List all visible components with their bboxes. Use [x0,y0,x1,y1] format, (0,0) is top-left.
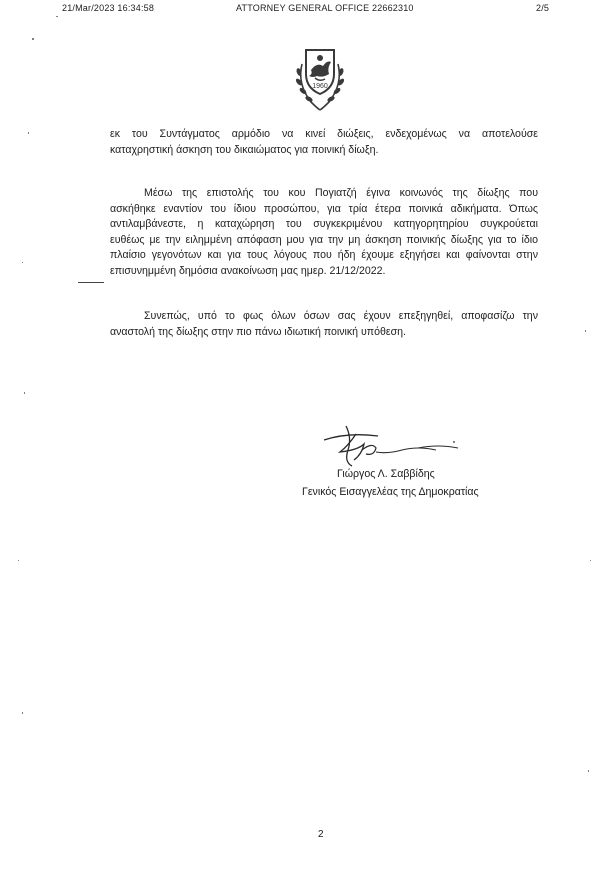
fax-timestamp: 21/Mar/2023 16:34:58 [62,3,155,13]
fax-office-id: ATTORNEY GENERAL OFFICE 22662310 [236,3,414,13]
coat-of-arms-icon [289,44,351,116]
paragraph-line: ευθέως με την ειλημμένη απόφαση μου για την μη άσκηση ποινικής δίωξης για το ίδιο [110,233,538,246]
signatory-name: Γιώργος Λ. Σαββίδης [337,468,435,480]
handwritten-signature-icon [318,420,468,472]
svg-text:1960: 1960 [312,83,328,90]
scan-speck [22,712,23,714]
paragraph-line: εκ του Συντάγματος αρμόδιο να κινεί διώξεις, ενδεχομένως να αποτελούσε [110,128,538,140]
scan-speck [32,38,34,40]
paragraph-line: αναστολή της δίωξης στην πιο πάνω ιδιωτική ποινική υπόθεση. [110,325,406,338]
paragraph-line: αντιλαμβάνεστε, η καταχώρηση του συγκεκριμένου κατηγορητηρίου συγκρούεται [110,218,538,230]
paragraph-line: Μέσω της επιστολής του κου Πογιατζή έγινα κοινωνός της δίωξης που [144,187,538,199]
paragraph-1 [110,127,538,158]
paragraph-line: Συνεπώς, υπό το φως όλων όσων σας έχουν επεξηγηθεί, αποφασίζω την [144,310,538,322]
margin-mark [78,282,104,283]
signatory-title: Γενικός Εισαγγελέας της Δημοκρατίας [302,486,479,498]
paragraph-2 [110,186,538,279]
scan-speck [588,770,589,772]
scan-speck [18,560,19,561]
scan-speck [22,262,23,263]
fax-page-count: 2/5 [536,3,550,13]
scan-speck [56,16,58,17]
paragraph-line: ασκήθηκε εναντίον του ίδιου προσώπου, για τρία έτερα ποινικά αδικήματα. Όπως [110,202,538,215]
paragraph-3 [110,309,538,340]
page-number: 2 [318,829,324,840]
paragraph-line: καταχρηστική άσκηση του δικαιώματος για ποινική δίωξη. [110,143,379,156]
fax-header [0,2,615,14]
paragraph-line: επισυνημμένη δημόσια ανακοίνωση μας ημερ. 21/12/2022. [110,264,386,277]
scan-speck [24,392,25,394]
scan-speck [28,132,29,134]
paragraph-line: πλαίσιο γεγονότων και για τους λόγους που ήδη έχουμε εξηγήσει και φαίνονται στην [110,249,538,261]
scan-speck [590,560,591,561]
scan-speck [585,330,586,332]
